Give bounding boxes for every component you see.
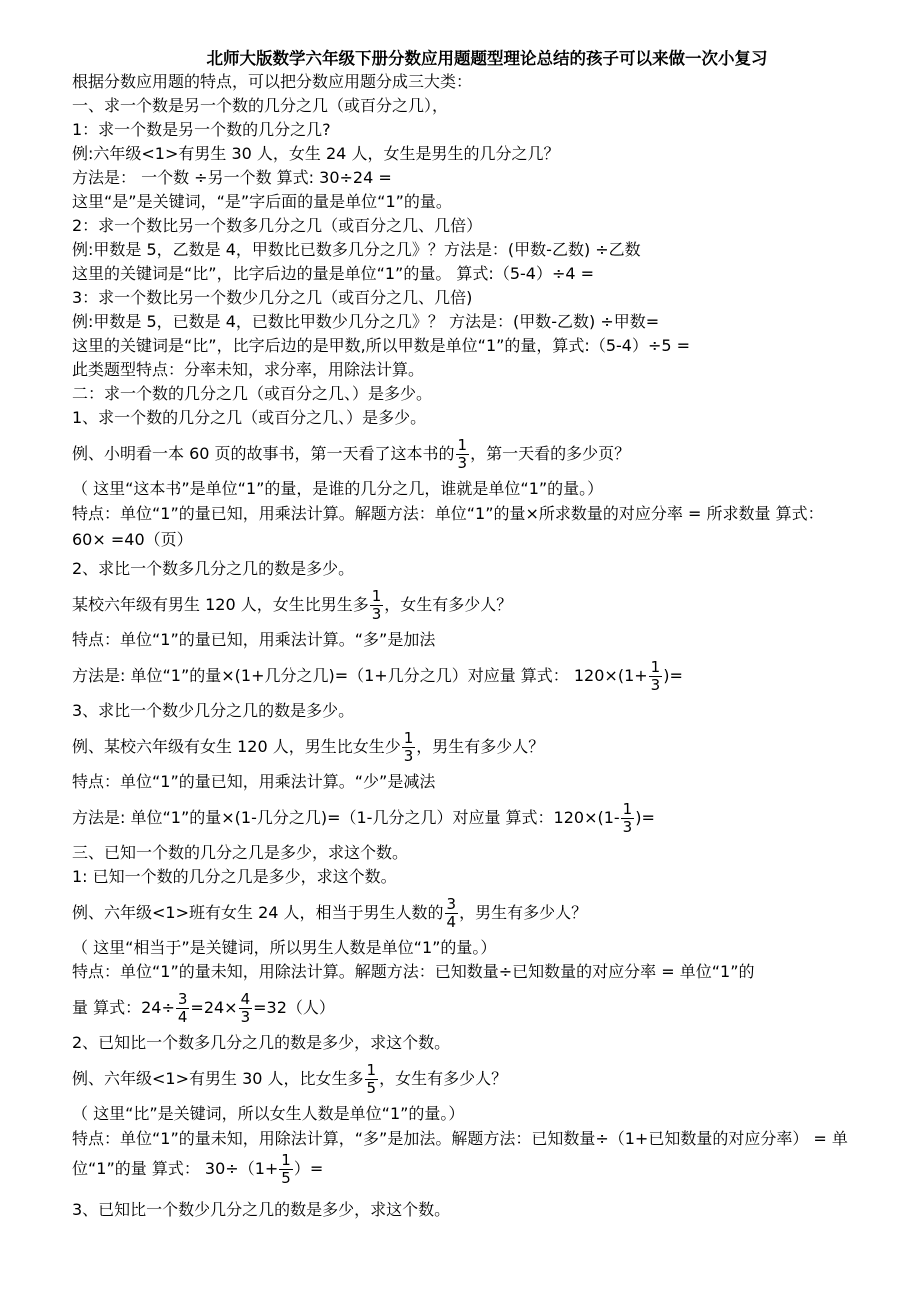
text-segment: )=: [635, 808, 655, 827]
text-segment: ）=: [293, 1159, 324, 1178]
subheading: 2、已知比一个数多几分之几的数是多少，求这个数。: [72, 1033, 451, 1052]
document-title: 北师大版数学六年级下册分数应用题题型理论总结的孩子可以来做一次小复习: [206, 49, 768, 68]
feature-line: 特点：单位“1”的量未知，用除法计算。解题方法：已知数量÷已知数量的对应分率 = 单位“1”的: [72, 962, 755, 981]
fraction-denominator: 3: [403, 747, 414, 765]
text-segment: ，男生有多少人？: [459, 903, 588, 922]
text-segment: 方法是: 单位“1”的量×(1-几分之几)=（1-几分之几）对应量 算式：120×(1-: [72, 808, 620, 827]
fraction: [370, 588, 384, 623]
text-segment: 量 算式：24÷: [72, 998, 175, 1017]
text-line: 这里的关键词是“比”，比字后边的是甲数,所以甲数是单位“1”的量，算式:（5-4）÷5 =: [72, 336, 691, 355]
fraction-denominator: 3: [371, 605, 382, 623]
note-line: （ 这里“这本书”是单位“1”的量，是谁的几分之几，谁就是单位“1”的量。）: [72, 479, 604, 498]
text-segment: 例、小明看一本 60 页的故事书，第一天看了这本书的: [72, 444, 455, 463]
fraction-denominator: 5: [366, 1079, 377, 1097]
fraction: [445, 896, 459, 931]
subheading: 3、已知比一个数少几分之几的数是多少，求这个数。: [72, 1200, 451, 1219]
fraction-numerator: 1: [403, 729, 414, 747]
feature-line: 特点：单位“1”的量已知，用乘法计算。“多”是加法: [72, 630, 436, 649]
fraction-numerator: 1: [371, 587, 382, 605]
fraction-denominator: 3: [650, 676, 661, 694]
fraction-numerator: 4: [240, 990, 251, 1008]
fraction: [649, 659, 663, 694]
fraction-numerator: 1: [457, 436, 468, 454]
note-line: （ 这里“相当于”是关键词，所以男生人数是单位“1”的量。）: [72, 938, 497, 957]
text-segment: )=: [663, 666, 683, 685]
text-line: 这里“是”是关键词，“是”字后面的量是单位“1”的量。: [72, 192, 452, 211]
note-line: （ 这里“比”是关键词，所以女生人数是单位“1”的量。）: [72, 1104, 465, 1123]
text-line: 此类题型特点：分率未知，求分率，用除法计算。: [72, 360, 425, 379]
fraction: [621, 801, 635, 836]
formula-line: [72, 984, 862, 1031]
subheading: 1：求一个数是另一个数的几分之几?: [72, 120, 331, 139]
subheading: 2、求比一个数多几分之几的数是多少。: [72, 559, 355, 578]
text-line: 根据分数应用题的特点，可以把分数应用题分成三大类：: [72, 72, 473, 91]
example-line: 例:甲数是 5，乙数是 4，甲数比已数多几分之几》？方法是：(甲数-乙数) ÷乙数: [72, 240, 641, 259]
example-line: 例:六年级<1>有男生 30 人，女生 24 人，女生是男生的几分之几？: [72, 144, 560, 163]
fraction-denominator: 4: [446, 913, 457, 931]
feature-line: 特点：单位“1”的量已知，用乘法计算。“少”是减法: [72, 772, 436, 791]
section-heading-1: 一、求一个数是另一个数的几分之几（或百分之几），: [72, 96, 449, 115]
fraction-numerator: 1: [281, 1151, 291, 1169]
feature-paragraph: 特点：单位“1”的量已知，用乘法计算。解题方法：单位“1”的量×所求数量的对应分率 = 所求数量 算式： 60× =40（页）: [72, 504, 824, 549]
document-page: [72, 48, 862, 1222]
subheading: 1: 已知一个数的几分之几是多少，求这个数。: [72, 867, 397, 886]
fraction-denominator: 3: [457, 454, 468, 472]
feature-paragraph: [72, 1126, 852, 1198]
text-segment: 例、某校六年级有女生 120 人，男生比女生少: [72, 737, 401, 756]
fraction: [279, 1152, 293, 1187]
subheading: 3：求一个数比另一个数少几分之几（或百分之几、几倍): [72, 288, 473, 307]
text-segment: =32（人）: [253, 998, 335, 1017]
fraction-numerator: 3: [177, 990, 188, 1008]
fraction-numerator: 1: [366, 1061, 377, 1079]
example-line: 例:甲数是 5，已数是 4，已数比甲数少几分之几》？ 方法是：(甲数-乙数) ÷甲数=: [72, 312, 660, 331]
text-segment: 例、六年级<1>有男生 30 人，比女生多: [72, 1069, 364, 1088]
example-line: [72, 430, 862, 477]
method-line: 方法是： 一个数 ÷另一个数 算式: 30÷24 =: [72, 168, 392, 187]
fraction-numerator: 1: [650, 658, 661, 676]
example-line: [72, 723, 862, 770]
text-segment: 方法是: 单位“1”的量×(1+几分之几)=（1+几分之几）对应量 算式： 120×(1+: [72, 666, 648, 685]
example-line: [72, 889, 862, 936]
fraction: [365, 1062, 379, 1097]
fraction-numerator: 3: [446, 895, 457, 913]
section-heading-3: 三、已知一个数的几分之几是多少，求这个数。: [72, 843, 409, 862]
text-segment: 某校六年级有男生 120 人，女生比男生多: [72, 595, 369, 614]
text-segment: ，女生有多少人？: [384, 595, 513, 614]
text-segment: 特点：单位“1”的量未知，用除法计算，“多”是加法。解题方法：已知数量÷（1+已知数量的对应分率） = 单位“1”的量 算式： 30÷（1+: [72, 1129, 848, 1178]
subheading: 1、求一个数的几分之几（或百分之几、）是多少。: [72, 408, 427, 427]
text-segment: ，第一天看的多少页？: [470, 444, 631, 463]
text-segment: 例、六年级<1>班有女生 24 人，相当于男生人数的: [72, 903, 444, 922]
fraction: [176, 991, 190, 1026]
fraction: [239, 991, 253, 1026]
text-segment: ，女生有多少人？: [379, 1069, 508, 1088]
fraction-denominator: 3: [240, 1008, 251, 1026]
fraction: [402, 730, 416, 765]
example-line: [72, 1055, 862, 1102]
example-line: [72, 581, 862, 628]
fraction-denominator: 5: [281, 1169, 291, 1187]
text-line: 这里的关键词是“比”，比字后边的量是单位“1”的量。 算式:（5-4）÷4 =: [72, 264, 595, 283]
subheading: 3、求比一个数少几分之几的数是多少。: [72, 701, 355, 720]
subheading: 2：求一个数比另一个数多几分之几（或百分之几、几倍）: [72, 216, 483, 235]
fraction-denominator: 3: [622, 818, 633, 836]
fraction-numerator: 1: [622, 800, 633, 818]
fraction-denominator: 4: [177, 1008, 188, 1026]
fraction: [456, 437, 470, 472]
method-line: [72, 794, 862, 841]
text-segment: =24×: [190, 998, 238, 1017]
section-heading-2: 二：求一个数的几分之几（或百分之几、）是多少。: [72, 384, 433, 403]
text-segment: ，男生有多少人？: [416, 737, 545, 756]
method-line: [72, 652, 862, 699]
